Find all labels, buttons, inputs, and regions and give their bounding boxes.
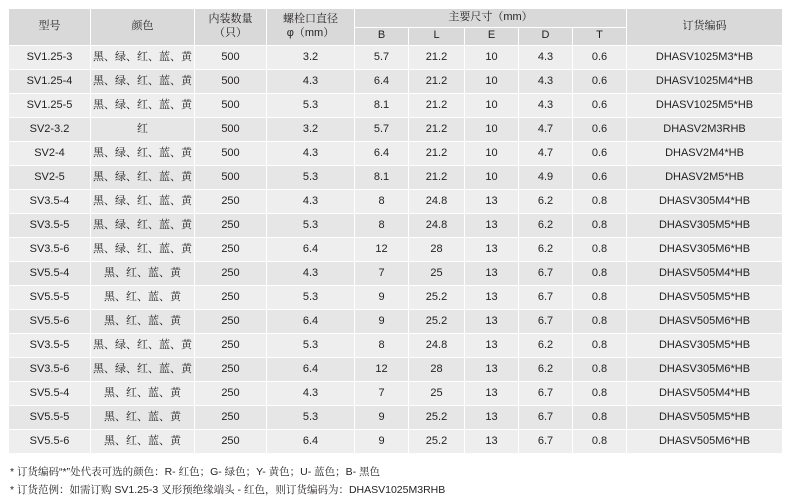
cell-pack-qty: 250 xyxy=(195,238,267,262)
cell-dim-b: 9 xyxy=(355,430,409,454)
cell-dim-d: 4.9 xyxy=(519,166,573,190)
cell-model: SV2-5 xyxy=(9,166,91,190)
cell-dim-e: 13 xyxy=(465,190,519,214)
cell-bolt-diameter: 5.3 xyxy=(267,334,355,358)
cell-dim-e: 13 xyxy=(465,214,519,238)
cell-dim-b: 5.7 xyxy=(355,46,409,70)
cell-dim-d: 6.2 xyxy=(519,358,573,382)
cell-model: SV3.5-5 xyxy=(9,334,91,358)
cell-color: 黑、红、蓝、黄 xyxy=(91,430,195,454)
cell-dim-e: 13 xyxy=(465,430,519,454)
cell-dim-d: 4.3 xyxy=(519,94,573,118)
cell-dim-l: 21.2 xyxy=(409,118,465,142)
table-row xyxy=(9,46,783,70)
cell-dim-e: 13 xyxy=(465,262,519,286)
th-dim-b: B xyxy=(355,27,409,46)
cell-order-code: DHASV505M4*HB xyxy=(627,262,783,286)
cell-dim-l: 25.2 xyxy=(409,286,465,310)
cell-order-code: DHASV1025M4*HB xyxy=(627,70,783,94)
cell-color: 黑、绿、红、蓝、黄 xyxy=(91,70,195,94)
cell-dim-d: 6.2 xyxy=(519,190,573,214)
cell-order-code: DHASV505M6*HB xyxy=(627,430,783,454)
cell-dim-l: 21.2 xyxy=(409,46,465,70)
cell-dim-t: 0.6 xyxy=(573,142,627,166)
cell-dim-d: 6.2 xyxy=(519,334,573,358)
table-row xyxy=(9,214,783,238)
cell-dim-e: 10 xyxy=(465,142,519,166)
th-pack-qty xyxy=(195,9,267,46)
cell-bolt-diameter: 4.3 xyxy=(267,382,355,406)
cell-dim-e: 13 xyxy=(465,334,519,358)
cell-order-code: DHASV505M5*HB xyxy=(627,286,783,310)
cell-pack-qty: 250 xyxy=(195,190,267,214)
cell-dim-d: 6.7 xyxy=(519,286,573,310)
cell-pack-qty: 500 xyxy=(195,118,267,142)
cell-color: 红 xyxy=(91,118,195,142)
cell-dim-t: 0.8 xyxy=(573,358,627,382)
table-row xyxy=(9,358,783,382)
table-row xyxy=(9,262,783,286)
cell-dim-l: 21.2 xyxy=(409,166,465,190)
cell-color: 黑、绿、红、蓝、黄 xyxy=(91,142,195,166)
cell-model: SV5.5-6 xyxy=(9,430,91,454)
cell-model: SV5.5-5 xyxy=(9,286,91,310)
cell-dim-d: 6.2 xyxy=(519,238,573,262)
cell-order-code: DHASV305M5*HB xyxy=(627,334,783,358)
cell-dim-t: 0.8 xyxy=(573,310,627,334)
cell-dim-t: 0.8 xyxy=(573,238,627,262)
cell-model: SV5.5-4 xyxy=(9,382,91,406)
cell-pack-qty: 250 xyxy=(195,358,267,382)
cell-bolt-diameter: 5.3 xyxy=(267,286,355,310)
th-color: 颜色 xyxy=(91,9,195,46)
cell-model: SV2-4 xyxy=(9,142,91,166)
cell-dim-b: 7 xyxy=(355,382,409,406)
table-row xyxy=(9,334,783,358)
cell-dim-e: 13 xyxy=(465,286,519,310)
cell-dim-b: 12 xyxy=(355,238,409,262)
cell-order-code: DHASV1025M5*HB xyxy=(627,94,783,118)
cell-dim-t: 0.8 xyxy=(573,430,627,454)
cell-model: SV3.5-5 xyxy=(9,214,91,238)
cell-order-code: DHASV2M4*HB xyxy=(627,142,783,166)
cell-bolt-diameter: 5.3 xyxy=(267,214,355,238)
cell-bolt-diameter: 3.2 xyxy=(267,46,355,70)
cell-dim-e: 10 xyxy=(465,70,519,94)
cell-color: 黑、绿、红、蓝、黄 xyxy=(91,166,195,190)
th-bolt-diameter-line2: φ（mm） xyxy=(286,27,335,39)
cell-dim-d: 6.7 xyxy=(519,382,573,406)
cell-dim-b: 5.7 xyxy=(355,118,409,142)
cell-color: 黑、红、蓝、黄 xyxy=(91,382,195,406)
cell-dim-b: 8.1 xyxy=(355,166,409,190)
cell-dim-e: 10 xyxy=(465,46,519,70)
cell-bolt-diameter: 4.3 xyxy=(267,70,355,94)
cell-bolt-diameter: 5.3 xyxy=(267,94,355,118)
cell-order-code: DHASV305M4*HB xyxy=(627,190,783,214)
th-pack-qty-line1: 内装数量 xyxy=(208,13,253,26)
cell-dim-l: 25 xyxy=(409,262,465,286)
cell-color: 黑、绿、红、蓝、黄 xyxy=(91,214,195,238)
cell-order-code: DHASV305M5*HB xyxy=(627,214,783,238)
cell-order-code: DHASV1025M3*HB xyxy=(627,46,783,70)
cell-dim-l: 25 xyxy=(409,382,465,406)
th-pack-qty-line2: （只） xyxy=(214,27,247,39)
cell-dim-d: 4.7 xyxy=(519,118,573,142)
notes-block xyxy=(8,463,782,500)
cell-dim-t: 0.8 xyxy=(573,286,627,310)
cell-bolt-diameter: 4.3 xyxy=(267,190,355,214)
cell-dim-t: 0.8 xyxy=(573,334,627,358)
cell-dim-l: 21.2 xyxy=(409,70,465,94)
cell-dim-t: 0.6 xyxy=(573,46,627,70)
cell-dim-b: 6.4 xyxy=(355,70,409,94)
cell-dim-e: 10 xyxy=(465,166,519,190)
cell-dim-e: 10 xyxy=(465,118,519,142)
cell-dim-t: 0.8 xyxy=(573,214,627,238)
cell-dim-l: 24.8 xyxy=(409,190,465,214)
cell-dim-d: 4.7 xyxy=(519,142,573,166)
cell-model: SV3.5-6 xyxy=(9,358,91,382)
table-row xyxy=(9,94,783,118)
header-row-top xyxy=(9,9,783,28)
cell-dim-l: 24.8 xyxy=(409,214,465,238)
cell-order-code: DHASV2M5*HB xyxy=(627,166,783,190)
th-bolt-diameter xyxy=(267,9,355,46)
cell-pack-qty: 250 xyxy=(195,286,267,310)
cell-model: SV1.25-4 xyxy=(9,70,91,94)
table-body xyxy=(9,46,783,454)
cell-dim-d: 6.7 xyxy=(519,262,573,286)
cell-dim-e: 10 xyxy=(465,94,519,118)
cell-model: SV5.5-5 xyxy=(9,406,91,430)
cell-dim-d: 6.7 xyxy=(519,430,573,454)
cell-dim-l: 21.2 xyxy=(409,142,465,166)
cell-dim-t: 0.6 xyxy=(573,94,627,118)
cell-order-code: DHASV305M6*HB xyxy=(627,358,783,382)
cell-dim-b: 9 xyxy=(355,286,409,310)
cell-dim-b: 9 xyxy=(355,310,409,334)
cell-dim-t: 0.8 xyxy=(573,190,627,214)
cell-model: SV2-3.2 xyxy=(9,118,91,142)
note-color-codes: * 订货编码“*”处代表可选的颜色：R- 红色；G- 绿色；Y- 黄色；U- 蓝色；B- 黑色 xyxy=(10,466,381,478)
cell-dim-d: 4.3 xyxy=(519,70,573,94)
cell-bolt-diameter: 4.3 xyxy=(267,262,355,286)
cell-dim-d: 4.3 xyxy=(519,46,573,70)
cell-color: 黑、红、蓝、黄 xyxy=(91,406,195,430)
cell-dim-e: 13 xyxy=(465,358,519,382)
cell-bolt-diameter: 4.3 xyxy=(267,142,355,166)
table-row xyxy=(9,406,783,430)
cell-dim-t: 0.8 xyxy=(573,382,627,406)
table-row xyxy=(9,430,783,454)
cell-dim-e: 13 xyxy=(465,238,519,262)
cell-dim-b: 8 xyxy=(355,334,409,358)
cell-color: 黑、绿、红、蓝、黄 xyxy=(91,190,195,214)
table-row xyxy=(9,70,783,94)
cell-color: 黑、绿、红、蓝、黄 xyxy=(91,46,195,70)
table-row xyxy=(9,118,783,142)
cell-order-code: DHASV505M5*HB xyxy=(627,406,783,430)
cell-color: 黑、绿、红、蓝、黄 xyxy=(91,238,195,262)
cell-dim-b: 8 xyxy=(355,190,409,214)
table-row xyxy=(9,166,783,190)
specification-table xyxy=(8,8,783,454)
cell-order-code: DHASV305M6*HB xyxy=(627,238,783,262)
cell-dim-e: 13 xyxy=(465,310,519,334)
th-bolt-diameter-line1: 螺栓口直径 xyxy=(283,13,338,26)
cell-pack-qty: 500 xyxy=(195,142,267,166)
cell-order-code: DHASV2M3RHB xyxy=(627,118,783,142)
th-main-dimensions: 主要尺寸（mm） xyxy=(355,9,627,28)
th-dim-t: T xyxy=(573,27,627,46)
cell-bolt-diameter: 5.3 xyxy=(267,166,355,190)
cell-pack-qty: 250 xyxy=(195,430,267,454)
cell-bolt-diameter: 6.4 xyxy=(267,430,355,454)
cell-dim-t: 0.6 xyxy=(573,70,627,94)
cell-dim-d: 6.7 xyxy=(519,406,573,430)
cell-order-code: DHASV505M4*HB xyxy=(627,382,783,406)
cell-dim-l: 28 xyxy=(409,238,465,262)
cell-dim-e: 13 xyxy=(465,382,519,406)
cell-bolt-diameter: 6.4 xyxy=(267,358,355,382)
th-order-code: 订货编码 xyxy=(627,9,783,46)
cell-bolt-diameter: 5.3 xyxy=(267,406,355,430)
cell-dim-b: 12 xyxy=(355,358,409,382)
cell-color: 黑、红、蓝、黄 xyxy=(91,310,195,334)
cell-bolt-diameter: 3.2 xyxy=(267,118,355,142)
cell-bolt-diameter: 6.4 xyxy=(267,310,355,334)
cell-pack-qty: 250 xyxy=(195,334,267,358)
cell-pack-qty: 500 xyxy=(195,166,267,190)
cell-dim-l: 25.2 xyxy=(409,430,465,454)
cell-model: SV1.25-3 xyxy=(9,46,91,70)
cell-model: SV3.5-6 xyxy=(9,238,91,262)
cell-dim-b: 9 xyxy=(355,406,409,430)
cell-dim-b: 8.1 xyxy=(355,94,409,118)
cell-color: 黑、绿、红、蓝、黄 xyxy=(91,334,195,358)
cell-dim-e: 13 xyxy=(465,406,519,430)
table-row xyxy=(9,286,783,310)
cell-dim-b: 7 xyxy=(355,262,409,286)
cell-color: 黑、绿、红、蓝、黄 xyxy=(91,94,195,118)
cell-dim-l: 28 xyxy=(409,358,465,382)
cell-dim-d: 6.2 xyxy=(519,214,573,238)
table-row xyxy=(9,142,783,166)
th-dim-e: E xyxy=(465,27,519,46)
cell-pack-qty: 500 xyxy=(195,94,267,118)
table-row xyxy=(9,190,783,214)
cell-pack-qty: 250 xyxy=(195,382,267,406)
cell-dim-l: 21.2 xyxy=(409,94,465,118)
cell-dim-d: 6.7 xyxy=(519,310,573,334)
table-row xyxy=(9,238,783,262)
cell-pack-qty: 250 xyxy=(195,406,267,430)
th-dim-d: D xyxy=(519,27,573,46)
cell-model: SV3.5-4 xyxy=(9,190,91,214)
cell-dim-t: 0.8 xyxy=(573,406,627,430)
note-order-example: * 订货范例：如需订购 SV1.25-3 叉形预绝缘端头 - 红色，则订货编码为：DHASV1025M3RHB xyxy=(10,484,446,497)
cell-pack-qty: 500 xyxy=(195,70,267,94)
table-row xyxy=(9,310,783,334)
cell-color: 黑、红、蓝、黄 xyxy=(91,262,195,286)
cell-pack-qty: 500 xyxy=(195,46,267,70)
cell-model: SV5.5-4 xyxy=(9,262,91,286)
table-row xyxy=(9,382,783,406)
cell-dim-b: 8 xyxy=(355,214,409,238)
cell-dim-l: 25.2 xyxy=(409,406,465,430)
cell-order-code: DHASV505M6*HB xyxy=(627,310,783,334)
cell-dim-t: 0.6 xyxy=(573,118,627,142)
cell-color: 黑、红、蓝、黄 xyxy=(91,286,195,310)
cell-pack-qty: 250 xyxy=(195,214,267,238)
cell-model: SV1.25-5 xyxy=(9,94,91,118)
table-header xyxy=(9,9,783,46)
cell-color: 黑、绿、红、蓝、黄 xyxy=(91,358,195,382)
cell-pack-qty: 250 xyxy=(195,262,267,286)
th-model: 型号 xyxy=(9,9,91,46)
cell-dim-l: 25.2 xyxy=(409,310,465,334)
cell-pack-qty: 250 xyxy=(195,310,267,334)
cell-dim-t: 0.6 xyxy=(573,166,627,190)
cell-dim-t: 0.8 xyxy=(573,262,627,286)
cell-bolt-diameter: 6.4 xyxy=(267,238,355,262)
cell-model: SV5.5-6 xyxy=(9,310,91,334)
cell-dim-l: 24.8 xyxy=(409,334,465,358)
cell-dim-b: 6.4 xyxy=(355,142,409,166)
th-dim-l: L xyxy=(409,27,465,46)
